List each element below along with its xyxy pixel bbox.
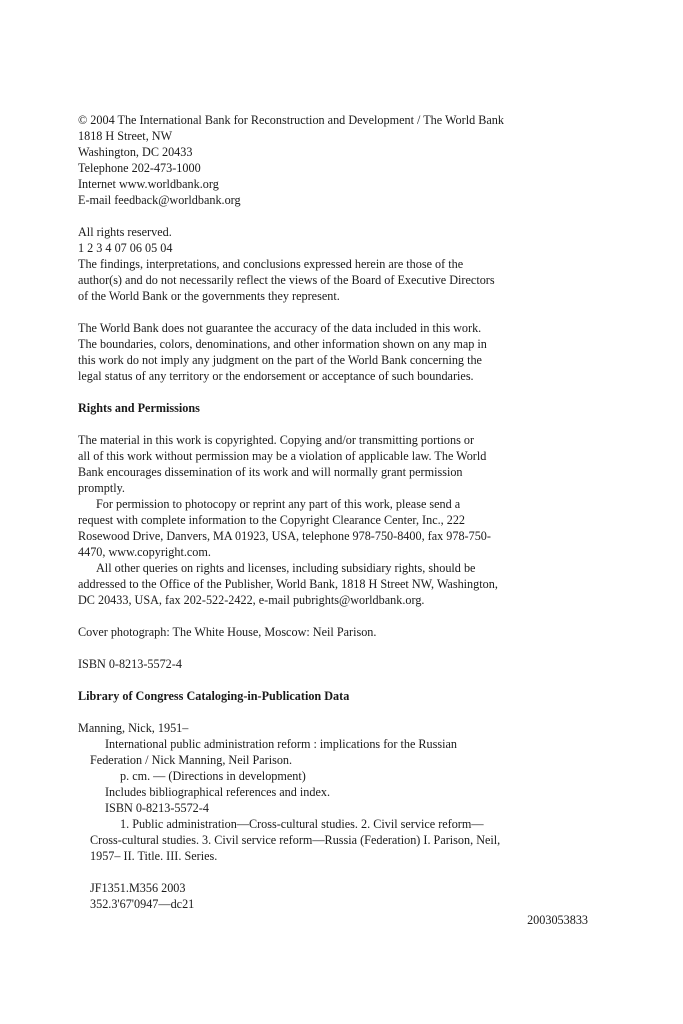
isbn-line: ISBN 0-8213-5572-4: [78, 657, 182, 671]
permissions-para3-line: addressed to the Office of the Publisher, World Bank, 1818 H Street NW, Washington,: [78, 577, 498, 591]
printing-line: 1 2 3 4 07 06 05 04: [78, 241, 173, 255]
permissions-para3-line: All other queries on rights and licenses, including subsidiary rights, should be: [96, 561, 476, 575]
cip-heading: Library of Congress Cataloging-in-Publication Data: [78, 689, 350, 703]
permissions-para2-line: For permission to photocopy or reprint any part of this work, please send a: [96, 497, 461, 511]
cip-subjects-line: 1957– II. Title. III. Series.: [90, 849, 218, 863]
permissions-para3-line: DC 20433, USA, fax 202-522-2422, e-mail pubrights@worldbank.org.: [78, 593, 425, 607]
permissions-para2-line: 4470, www.copyright.com.: [78, 545, 211, 559]
telephone-line: Telephone 202-473-1000: [78, 161, 201, 175]
guarantee-line: legal status of any territory or the endorsement or acceptance of such boundaries.: [78, 369, 474, 383]
cover-credit: Cover photograph: The White House, Moscow: Neil Parison.: [78, 625, 377, 639]
copyright-line: © 2004 The International Bank for Reconstruction and Development / The World Bank: [78, 113, 504, 127]
cip-record: [78, 720, 588, 928]
cip-dewey: 352.3'67'0947—dc21: [90, 897, 195, 911]
cip-title-line: Federation / Nick Manning, Neil Parison.: [90, 753, 293, 767]
permissions-block: [78, 432, 588, 608]
rights-block: [78, 224, 588, 304]
copyright-page: [78, 112, 588, 928]
guarantee-line: The boundaries, colors, denominations, and other information shown on any map in: [78, 337, 487, 351]
cip-isbn: ISBN 0-8213-5572-4: [105, 801, 209, 815]
guarantee-block: [78, 320, 588, 384]
cip-lc-class: JF1351.M356 2003: [90, 881, 186, 895]
email-line: E-mail feedback@worldbank.org: [78, 193, 241, 207]
permissions-para1-line: Bank encourages dissemination of its work and will normally grant permission: [78, 465, 463, 479]
guarantee-line: this work do not imply any judgment on the part of the World Bank concerning the: [78, 353, 482, 367]
permissions-para2-line: request with complete information to the Copyright Clearance Center, Inc., 222: [78, 513, 466, 527]
cip-author: Manning, Nick, 1951–: [78, 721, 189, 735]
cip-lccn: 2003053833: [527, 913, 588, 927]
permissions-heading: Rights and Permissions: [78, 401, 200, 415]
permissions-para1-line: The material in this work is copyrighted. Copying and/or transmitting portions or: [78, 433, 475, 447]
permissions-para1-line: promptly.: [78, 481, 125, 495]
guarantee-line: The World Bank does not guarantee the accuracy of the data included in this work.: [78, 321, 482, 335]
street-line: 1818 H Street, NW: [78, 129, 173, 143]
disclaimer-line: of the World Bank or the governments they represent.: [78, 289, 340, 303]
city-line: Washington, DC 20433: [78, 145, 193, 159]
disclaimer-line: author(s) and do not necessarily reflect the views of the Board of Executive Directors: [78, 273, 495, 287]
cip-includes: Includes bibliographical references and index.: [105, 785, 331, 799]
permissions-para1-line: all of this work without permission may be a violation of applicable law. The World: [78, 449, 487, 463]
cip-pages: p. cm. — (Directions in development): [120, 769, 306, 783]
internet-line: Internet www.worldbank.org: [78, 177, 219, 191]
cip-title-line: International public administration reform : implications for the Russian: [105, 737, 458, 751]
cip-subjects-line: 1. Public administration—Cross-cultural studies. 2. Civil service reform—: [120, 817, 484, 831]
permissions-para2-line: Rosewood Drive, Danvers, MA 01923, USA, telephone 978-750-8400, fax 978-750-: [78, 529, 491, 543]
cip-subjects-line: Cross-cultural studies. 3. Civil service reform—Russia (Federation) I. Parison, Neil,: [90, 833, 501, 847]
rights-reserved: All rights reserved.: [78, 225, 172, 239]
disclaimer-line: The findings, interpretations, and conclusions expressed herein are those of the: [78, 257, 464, 271]
imprint-block: [78, 112, 588, 208]
